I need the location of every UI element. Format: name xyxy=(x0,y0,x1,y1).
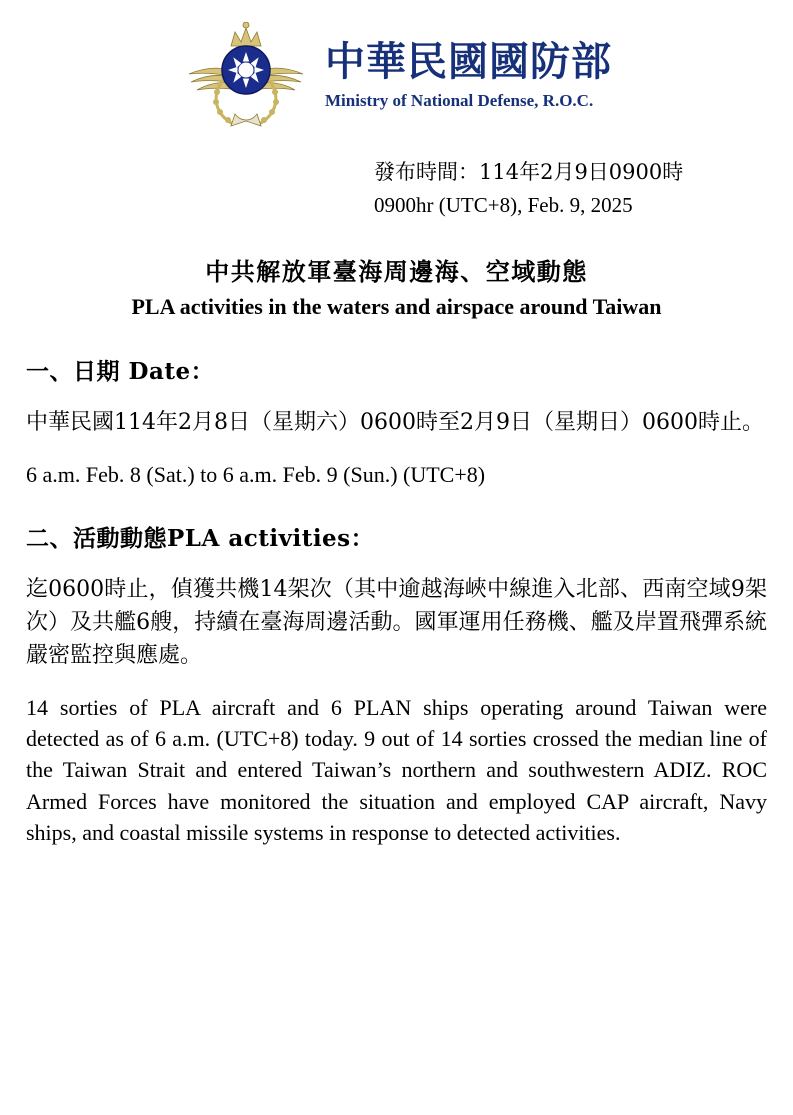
section-activities-body-en: 14 sorties of PLA aircraft and 6 PLAN ships operating around Taiwan were detected as of 6 a.m. (UTC+8) today. 9 out of 14 sorties crossed the median line of the Taiwan Strait and entered Taiwan’s northern and southwestern ADIZ. ROC Armed Forces have monitored the situation and employed CAP aircraft, Navy ships, and coastal missile systems in response to detected activities. xyxy=(26,694,767,845)
release-time-block xyxy=(26,156,767,221)
release-time-en: 0900hr (UTC+8), Feb. 9, 2025 xyxy=(374,192,633,217)
section-date-body-cn: 中華民國114年2月8日（星期六）0600時至2月9日（星期日）0600時止。 xyxy=(26,409,764,435)
ministry-name-en: Ministry of National Defense, R.O.C. xyxy=(325,90,594,110)
section-heading-activities: 二、活動動態PLA activities： xyxy=(26,524,375,552)
section-activities-body-cn: 迄0600時止，偵獲共機14架次（其中逾越海峽中線進入北部、西南空域9架次）及共艦6艘，持續在臺海周邊活動。國軍運用任務機、艦及岸置飛彈系統嚴密監控與應處。 xyxy=(26,576,767,668)
title-cn: 中共解放軍臺海周邊海、空域動態 xyxy=(205,257,588,287)
document-header xyxy=(26,0,767,130)
title-en: PLA activities in the waters and airspace around Taiwan xyxy=(131,293,662,319)
ministry-name-block xyxy=(325,37,612,113)
roc-mnd-emblem-icon xyxy=(181,22,311,130)
section-heading-date: 一、日期 Date： xyxy=(26,357,215,385)
ministry-name-cn: 中華民國國防部 xyxy=(325,37,612,85)
document-title xyxy=(26,255,767,323)
release-time-cn: 發布時間：114年2月9日0900時 xyxy=(374,160,684,184)
section-date-body-en: 6 a.m. Feb. 8 (Sat.) to 6 a.m. Feb. 9 (Sun.) (UTC+8) xyxy=(26,461,486,487)
